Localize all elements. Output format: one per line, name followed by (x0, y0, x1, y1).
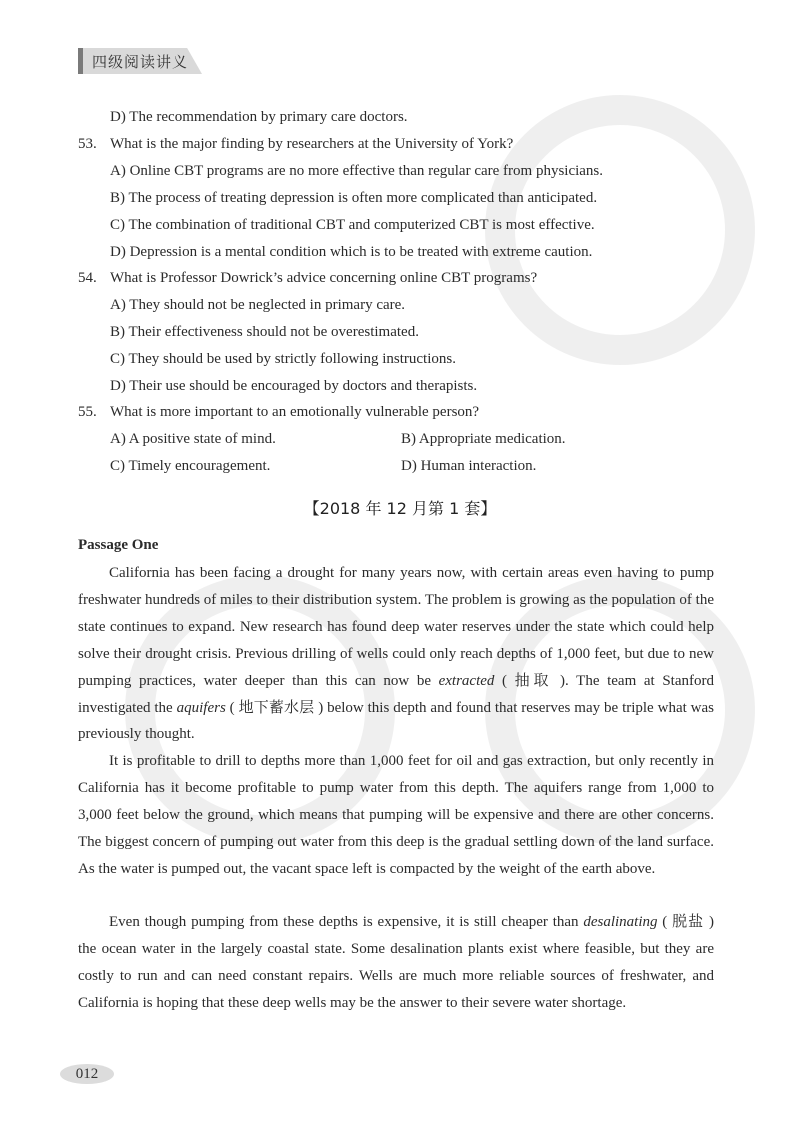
q54-option-a: A) They should not be neglected in primary care. (110, 297, 406, 313)
q55-option-b: B) Appropriate medication. (401, 431, 566, 447)
q53-option-d: D) Depression is a mental condition which is to be treated with extreme caution. (110, 244, 593, 260)
paragraph-1-gloss-2: ( 地下蓄水层 ) below this depth and found that reserves may be triple what was previously thought. (78, 699, 714, 743)
section-title: 【2018 年 12 月第 1 套】 (303, 499, 497, 518)
term-extracted: extracted (438, 672, 495, 689)
q55-option-a: A) A positive state of mind. (110, 431, 276, 447)
term-aquifers: aquifers (176, 699, 226, 716)
q53-text: What is the major finding by researchers at the University of York? (110, 136, 514, 152)
q53-option-a: A) Online CBT programs are no more effective than regular care from physicians. (110, 163, 604, 179)
q54-option-b: B) Their effectiveness should not be overestimated. (110, 324, 419, 340)
paragraph-3 (78, 909, 714, 1017)
paragraph-3-text-a: Even though pumping from these depths is expensive, it is still cheaper than (109, 914, 584, 930)
passage-title: Passage One (78, 537, 159, 553)
paragraph-2: It is profitable to drill to depths more than 1,000 feet for oil and gas extraction, but only recently in California has it become profitable to pump water from this depth. The aquifers range from 1,000 to 3,000 feet below the ground, which means that pumping will be expensive and there are other concerns. The biggest concern of pumping out water from this deep is the gradual settling down of the land surface. As the water is pumped out, the vacant space left is compacted by the weight of the earth above. (78, 753, 714, 877)
q54-number: 54. (78, 270, 97, 286)
q54-option-c: C) They should be used by strictly following instructions. (110, 351, 456, 367)
term-desalinating: desalinating (583, 914, 658, 930)
paragraph-1 (78, 560, 714, 748)
paragraph-1-text-a: California has been facing a drought for many years now, with certain areas even having to pump freshwater hundreds of miles to their distribution system. The problem is growing as the population of the state continues to expand. New research has found deep water reserves under the state which could help solve their drought crisis. Previous drilling of wells could only reach depths of 1,000 feet, but due to new pumping practices, water deeper than this can now be (78, 565, 714, 689)
q52-option-d: D) The recommendation by primary care doctors. (110, 109, 408, 125)
paragraph-1-gloss-1: ( 抽取 ). The team at Stanford investigated the (78, 672, 714, 716)
q53-option-c: C) The combination of traditional CBT and computerized CBT is most effective. (110, 217, 595, 233)
q55-number: 55. (78, 404, 97, 420)
header-bar (78, 48, 83, 74)
q55-text: What is more important to an emotionally vulnerable person? (110, 404, 480, 420)
q55-option-c: C) Timely encouragement. (110, 458, 271, 474)
page-number: 012 (60, 1064, 114, 1084)
q54-text: What is Professor Dowrick’s advice concerning online CBT programs? (110, 270, 538, 286)
q53-number: 53. (78, 136, 97, 152)
header-title: 四级阅读讲义 (92, 53, 189, 71)
q54-option-d: D) Their use should be encouraged by doctors and therapists. (110, 378, 478, 394)
paragraph-3-text-b: ( 脱盐 ) the ocean water in the largely coastal state. Some desalination plants exist where feasible, but they are costly to run and can need constant repairs. Wells are much more reliable sources of freshwater, and California is hoping that these deep wells may be the answer to their severe water shortage. (78, 914, 714, 1011)
q53-option-b: B) The process of treating depression is often more complicated than anticipated. (110, 190, 598, 206)
q55-option-d: D) Human interaction. (401, 458, 537, 474)
